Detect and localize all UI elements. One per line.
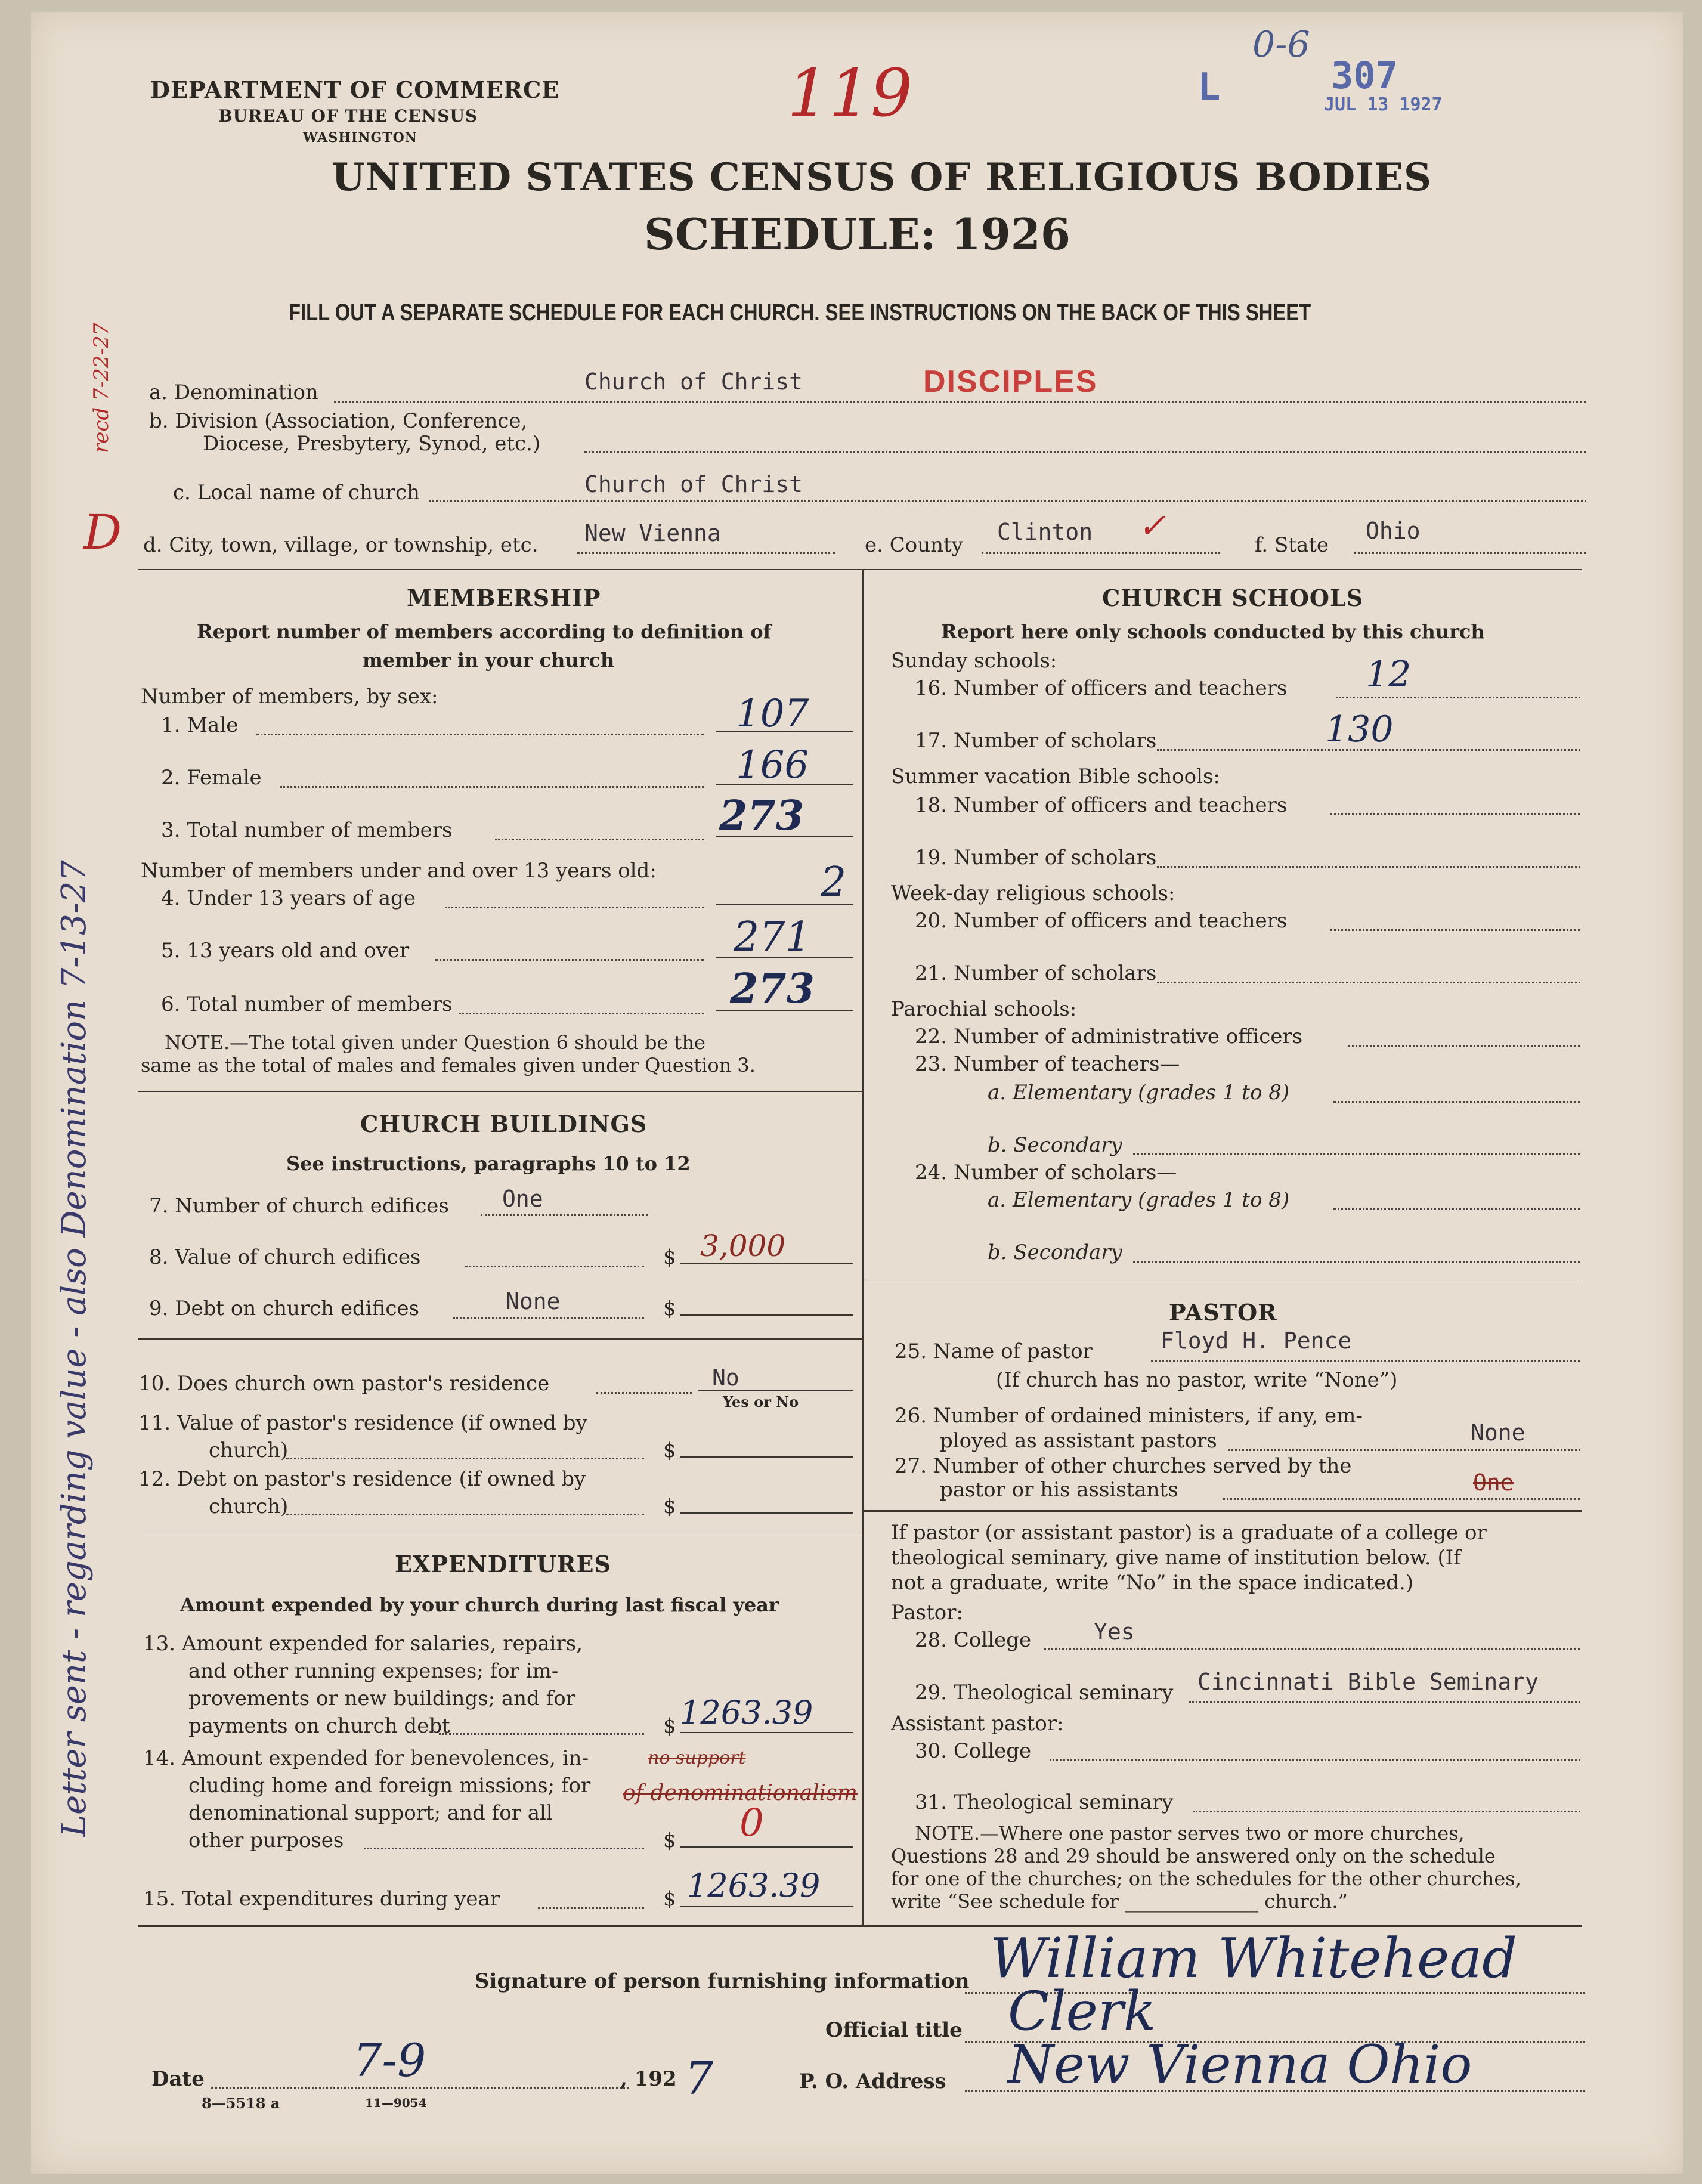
q27-label-2: pastor or his assistants [940, 1478, 1178, 1502]
county-line [982, 552, 1220, 554]
q24a-label: a. Elementary (grades 1 to 8) [988, 1188, 1290, 1212]
stamp-date: JUL 13 1927 [1324, 94, 1443, 115]
membership-subheading: Report number of members according to definition of [197, 620, 772, 643]
membership-subheading-2: member in your church [363, 649, 615, 672]
q22-line [1348, 1045, 1580, 1047]
q7-value: One [502, 1186, 543, 1212]
q15-dollar: $ [663, 1887, 676, 1911]
q17-value: 130 [1325, 709, 1394, 750]
q13-label-2: and other running expenses; for im- [188, 1659, 559, 1683]
q18-label: 18. Number of officers and teachers [915, 793, 1288, 817]
po-address-label: P. O. Address [799, 2069, 946, 2093]
membership-divider [138, 1091, 862, 1093]
q30-line [1050, 1759, 1580, 1761]
q14-label-2: cluding home and foreign missions; for [188, 1774, 591, 1798]
q12-dollar: $ [663, 1495, 676, 1518]
q12-field [680, 1512, 853, 1514]
q17-label: 17. Number of scholars [915, 729, 1157, 753]
q13-value: 1263.39 [680, 1694, 813, 1731]
q28-label: 28. College [915, 1628, 1032, 1652]
q13-label-3: provements or new buildings; and for [188, 1687, 575, 1710]
q14-struck-note: no support [648, 1747, 746, 1768]
city-label: d. City, town, village, or township, etc. [143, 533, 539, 557]
q1-leader [256, 734, 704, 735]
q8-field [680, 1263, 853, 1264]
q11-label-2: church) [209, 1439, 289, 1462]
state-line [1354, 552, 1586, 554]
city-label: WASHINGTON [303, 130, 417, 146]
q3-leader [495, 839, 704, 840]
expenditures-heading: EXPENDITURES [395, 1551, 611, 1577]
denomination-value: Church of Christ [584, 369, 803, 395]
pastor-note-2: Questions 28 and 29 should be answered only on the schedule [891, 1845, 1496, 1867]
county-check-mark: ✓ [1138, 507, 1166, 546]
q6-leader [459, 1013, 704, 1014]
official-title-value: Clerk [1008, 1980, 1156, 2043]
q10-leader [596, 1392, 692, 1394]
date-value: 7-9 [353, 2034, 426, 2087]
stamp-letter: L [1197, 66, 1221, 110]
city-value: New Vienna [584, 520, 721, 546]
q26-label: 26. Number of ordained ministers, if any, em- [895, 1404, 1363, 1428]
q1-value: 107 [736, 692, 809, 736]
q27-line [1223, 1498, 1580, 1500]
bureau-label: BUREAU OF THE CENSUS [218, 106, 478, 126]
buildings-thin-rule [138, 1338, 862, 1340]
q14-label-4: other purposes [188, 1829, 344, 1852]
stamp-number: 307 [1331, 54, 1398, 97]
q13-leader [439, 1733, 644, 1735]
membership-note: NOTE.—The total given under Question 6 should be the [165, 1031, 705, 1054]
q9-field [680, 1314, 853, 1316]
pastor-note: NOTE.—Where one pastor serves two or more churches, [915, 1822, 1465, 1845]
q8-label: 8. Value of church edifices [149, 1245, 421, 1269]
q9-label: 9. Debt on church edifices [149, 1297, 419, 1320]
state-value: Ohio [1366, 518, 1421, 544]
division-label-2: Diocese, Presbytery, Synod, etc.) [203, 432, 541, 456]
q25-hint: (If church has no pastor, write “None”) [996, 1368, 1398, 1392]
q11-label: 11. Value of pastor's residence (if owned by [138, 1411, 587, 1435]
q19-line [1157, 866, 1580, 868]
q15-field [680, 1906, 853, 1907]
official-title-label: Official title [825, 2018, 963, 2042]
q28-value: Yes [1094, 1619, 1135, 1645]
q25-value: Floyd H. Pence [1161, 1328, 1352, 1354]
q11-field [680, 1456, 853, 1458]
members-by-age-label: Number of members under and over 13 years old: [141, 859, 657, 883]
q31-label: 31. Theological seminary [915, 1790, 1174, 1814]
q27-label: 27. Number of other churches served by the [895, 1454, 1352, 1478]
denomination-stamp: DISCIPLES [923, 364, 1098, 399]
q6-value: 273 [730, 965, 815, 1013]
q13-field [680, 1732, 853, 1733]
q24a-line [1333, 1208, 1580, 1210]
q10-value: No [712, 1365, 739, 1391]
schools-subheading: Report here only schools conducted by this church [941, 620, 1485, 643]
county-value: Clinton [997, 519, 1093, 545]
graduate-instruction-2: theological seminary, give name of institution below. (If [891, 1546, 1461, 1570]
signature-label: Signature of person furnishing information [475, 1969, 970, 1993]
q10-hint: Yes or No [723, 1393, 799, 1410]
membership-note-2: same as the total of males and females given under Question 3. [141, 1054, 756, 1076]
q23b-line [1133, 1153, 1580, 1155]
q16-label: 16. Number of officers and teachers [915, 676, 1288, 700]
schools-divider [862, 1279, 1582, 1280]
q8-value: 3,000 [700, 1229, 786, 1263]
q14-leader [364, 1848, 644, 1849]
graduate-instruction: If pastor (or assistant pastor) is a graduate of a college or [891, 1521, 1487, 1545]
q19-label: 19. Number of scholars [915, 846, 1157, 870]
q11-dollar: $ [663, 1439, 676, 1462]
signature-value: William Whitehead [990, 1926, 1518, 1990]
members-by-sex-label: Number of members, by sex: [141, 685, 438, 709]
q25-line [1151, 1360, 1580, 1362]
q14-field [680, 1846, 853, 1848]
q14-dollar: $ [663, 1829, 676, 1852]
q27-value: One [1473, 1470, 1514, 1496]
q4-leader [445, 907, 704, 908]
q15-value: 1263.39 [687, 1867, 821, 1904]
buildings-divider [138, 1532, 862, 1533]
date-line [211, 2087, 629, 2089]
print-number: 11—9054 [365, 2096, 427, 2110]
weekday-schools-label: Week-day religious schools: [891, 881, 1175, 905]
q5-label: 5. 13 years old and over [161, 939, 410, 963]
denomination-label: a. Denomination [149, 381, 318, 404]
q25-label: 25. Name of pastor [895, 1340, 1093, 1363]
q26-line [1228, 1449, 1580, 1451]
pastor-note-4: write “See schedule for ______________ church.” [891, 1890, 1348, 1913]
q9-leader [453, 1317, 644, 1319]
q9-dollar: $ [663, 1297, 676, 1320]
margin-mark: D [83, 505, 122, 560]
q20-label: 20. Number of officers and teachers [915, 909, 1288, 933]
q24b-line [1133, 1261, 1580, 1263]
department-label: DEPARTMENT OF COMMERCE [150, 76, 560, 103]
expenditures-subheading: Amount expended by your church during last fiscal year [180, 1594, 779, 1616]
q2-label: 2. Female [161, 766, 262, 790]
q14-value: 0 [739, 1801, 764, 1845]
q5-value: 271 [734, 914, 811, 961]
q13-dollar: $ [663, 1714, 676, 1738]
local-name-label: c. Local name of church [173, 481, 420, 505]
denomination-line [334, 401, 1586, 403]
q4-label: 4. Under 13 years of age [161, 886, 416, 910]
q5-leader [435, 959, 704, 961]
q10-label: 10. Does church own pastor's residence [138, 1372, 550, 1396]
date-label: Date [151, 2067, 205, 2091]
q6-label: 6. Total number of members [161, 992, 453, 1016]
local-name-value: Church of Christ [584, 471, 803, 497]
section-divider-top [138, 568, 1582, 570]
q26-value: None [1471, 1419, 1525, 1446]
q23a-label: a. Elementary (grades 1 to 8) [988, 1081, 1290, 1105]
q3-label: 3. Total number of members [161, 818, 453, 842]
local-name-line [429, 500, 1586, 502]
q23a-line [1333, 1101, 1580, 1103]
fill-out-instruction: FILL OUT A SEPARATE SCHEDULE FOR EACH CHURCH. SEE INSTRUCTIONS ON THE BACK OF THIS SHEET [289, 299, 1311, 326]
q7-label: 7. Number of church edifices [149, 1194, 449, 1218]
q29-label: 29. Theological seminary [915, 1681, 1174, 1704]
q15-label: 15. Total expenditures during year [143, 1887, 500, 1911]
margin-note: Letter sent - regarding value - also Denomination 7-13-27 [55, 860, 94, 1837]
q24-label: 24. Number of scholars— [915, 1161, 1177, 1184]
year-value: 7 [685, 2052, 714, 2105]
q22-label: 22. Number of administrative officers [915, 1025, 1303, 1048]
q16-line [1336, 697, 1580, 698]
pastor-sublabel: Pastor: [891, 1601, 963, 1625]
buildings-subheading: See instructions, paragraphs 10 to 12 [286, 1152, 691, 1175]
city-line [577, 552, 835, 554]
q8-dollar: $ [663, 1245, 676, 1269]
q30-label: 30. College [915, 1739, 1032, 1763]
assistant-pastor-sublabel: Assistant pastor: [891, 1712, 1064, 1736]
q16-value: 12 [1366, 654, 1412, 695]
schedule-year: SCHEDULE: 1926 [644, 209, 1070, 259]
sunday-schools-label: Sunday schools: [891, 649, 1057, 673]
q24b-label: b. Secondary [988, 1241, 1122, 1264]
buildings-heading: CHURCH BUILDINGS [360, 1110, 648, 1137]
q12-leader [286, 1514, 644, 1515]
division-line [584, 451, 1586, 453]
graduate-instruction-3: not a graduate, write “No” in the space indicated.) [891, 1571, 1414, 1595]
q20-line [1330, 929, 1580, 931]
form-number: 8—5518 a [202, 2095, 280, 2112]
q12-label: 12. Debt on pastor's residence (if owned by [138, 1467, 586, 1491]
q29-line [1189, 1701, 1580, 1703]
q11-leader [286, 1458, 644, 1459]
q31-line [1193, 1811, 1580, 1812]
corner-handwriting: 0-6 [1252, 24, 1310, 66]
column-divider [862, 570, 864, 1925]
q4-value: 2 [821, 859, 847, 906]
state-label: f. State [1255, 533, 1329, 557]
q13-label: 13. Amount expended for salaries, repairs, [143, 1632, 583, 1656]
q23-label: 23. Number of teachers— [915, 1052, 1180, 1076]
q26-label-2: ployed as assistant pastors [940, 1429, 1217, 1453]
q14-label: 14. Amount expended for benevolences, in- [143, 1746, 589, 1770]
q9-value: None [506, 1288, 561, 1314]
division-label: b. Division (Association, Conference, [149, 409, 528, 433]
form-title: UNITED STATES CENSUS OF RELIGIOUS BODIES [332, 155, 1432, 200]
q2-leader [280, 786, 704, 788]
po-address-value: New Vienna Ohio [1008, 2034, 1472, 2095]
county-label: e. County [865, 533, 963, 557]
pastor-heading: PASTOR [1169, 1299, 1277, 1326]
q2-value: 166 [736, 743, 809, 787]
schools-heading: CHURCH SCHOOLS [1102, 584, 1364, 611]
margin-note-received: recd 7-22-27 [89, 322, 113, 453]
q29-value: Cincinnati Bible Seminary [1197, 1669, 1539, 1695]
q15-leader [538, 1907, 644, 1909]
q7-line [481, 1214, 648, 1216]
pastor-note-3: for one of the churches; on the schedules for the other churches, [891, 1867, 1521, 1890]
q8-leader [465, 1266, 644, 1267]
q1-label: 1. Male [161, 713, 239, 737]
q23b-label: b. Secondary [988, 1133, 1122, 1157]
q28-line [1044, 1648, 1580, 1650]
q14-label-3: denominational support; and for all [188, 1801, 553, 1825]
summer-schools-label: Summer vacation Bible schools: [891, 765, 1220, 788]
handwritten-number: 119 [787, 55, 912, 131]
q12-label-2: church) [209, 1495, 289, 1518]
parochial-schools-label: Parochial schools: [891, 997, 1077, 1021]
year-prefix: , 192 [620, 2067, 677, 2091]
q13-label-4: payments on church debt [188, 1714, 450, 1738]
q21-line [1157, 982, 1580, 983]
q21-label: 21. Number of scholars [915, 961, 1157, 985]
membership-heading: MEMBERSHIP [407, 584, 601, 611]
q14-struck-note-2: of denominationalism [623, 1781, 858, 1805]
q3-value: 273 [719, 792, 804, 840]
pastor-divider [862, 1510, 1582, 1512]
q18-line [1330, 813, 1580, 815]
